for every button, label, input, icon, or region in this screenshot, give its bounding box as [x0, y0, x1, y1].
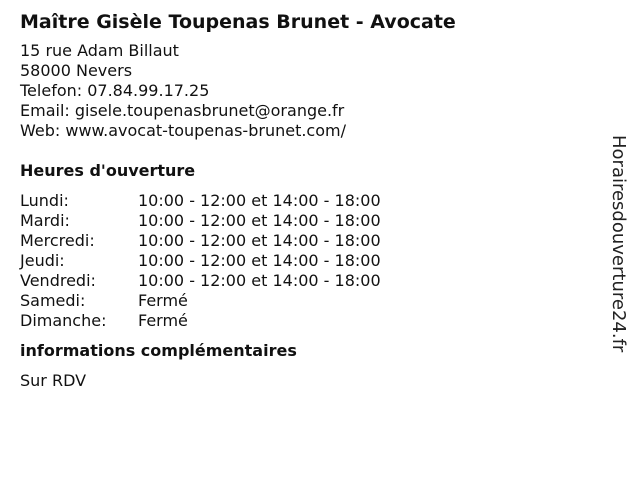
day-label: Mercredi: [20, 231, 95, 250]
day-label: Mardi: [20, 211, 70, 230]
business-card [20, 8, 590, 391]
additional-info-text: Sur RDV [20, 371, 87, 390]
day-label: Samedi: [20, 291, 86, 310]
hours-row-sunday [20, 311, 590, 331]
opening-hours-table [20, 191, 590, 331]
day-hours: 10:00 - 12:00 et 14:00 - 18:00 [138, 251, 381, 270]
phone-number: Telefon: 07.84.99.17.25 [20, 81, 210, 100]
day-label: Lundi: [20, 191, 69, 210]
hours-row-wednesday [20, 231, 590, 251]
hours-row-tuesday [20, 211, 590, 231]
site-watermark: Horairesdouverture24.fr [608, 135, 629, 353]
email-address: Email: gisele.toupenasbrunet@orange.fr [20, 101, 345, 120]
additional-info-heading: informations complémentaires [20, 341, 297, 360]
hours-row-thursday [20, 251, 590, 271]
business-name: Maître Gisèle Toupenas Brunet - Avocate [20, 11, 456, 33]
address-line-city: 58000 Nevers [20, 61, 133, 80]
day-hours: 10:00 - 12:00 et 14:00 - 18:00 [138, 271, 381, 290]
day-hours: 10:00 - 12:00 et 14:00 - 18:00 [138, 211, 381, 230]
hours-row-monday [20, 191, 590, 211]
day-hours: 10:00 - 12:00 et 14:00 - 18:00 [138, 231, 381, 250]
day-label: Dimanche: [20, 311, 107, 330]
day-hours: 10:00 - 12:00 et 14:00 - 18:00 [138, 191, 381, 210]
hours-row-saturday [20, 291, 590, 311]
day-hours: Fermé [138, 291, 188, 310]
day-label: Jeudi: [20, 251, 65, 270]
day-hours: Fermé [138, 311, 188, 330]
day-label: Vendredi: [20, 271, 96, 290]
website-address: Web: www.avocat-toupenas-brunet.com/ [20, 121, 346, 140]
opening-hours-heading: Heures d'ouverture [20, 161, 196, 180]
address-line-street: 15 rue Adam Billaut [20, 41, 179, 60]
hours-row-friday [20, 271, 590, 291]
contact-block [20, 41, 590, 141]
